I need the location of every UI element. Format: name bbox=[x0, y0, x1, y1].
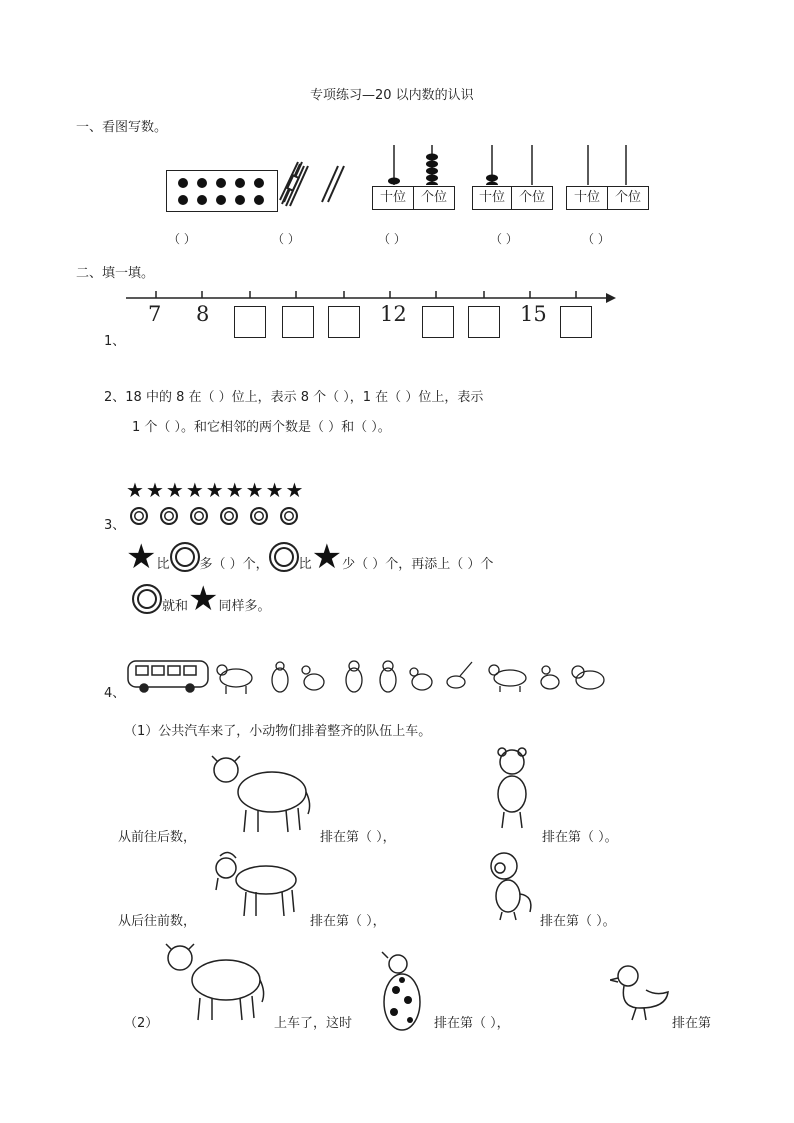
star-icon: ★ bbox=[225, 478, 246, 502]
answer-blank-3[interactable]: （ ） bbox=[378, 232, 406, 246]
number-box-5[interactable] bbox=[468, 306, 500, 338]
rank-1: 排在第（ ）， bbox=[320, 830, 396, 845]
star-row bbox=[126, 478, 305, 502]
number-12: 12 bbox=[380, 302, 407, 326]
star-icon: ★ bbox=[145, 478, 166, 502]
star-icon: ★ bbox=[185, 478, 206, 502]
number-8: 8 bbox=[196, 302, 210, 326]
rank-2: 排在第（ ）。 bbox=[542, 830, 618, 845]
q4-sub1: （1）公共汽车来了，小动物们排着整齐的队伍上车。 bbox=[124, 724, 432, 739]
abacus-1-ones-label: 个位 bbox=[413, 186, 455, 210]
big-ring-icon bbox=[170, 542, 200, 572]
bus-and-animals-row bbox=[126, 656, 616, 696]
big-star-icon: ★ bbox=[126, 537, 157, 577]
q4-sub2-rank: 排在第（ ）， bbox=[434, 1016, 510, 1031]
number-box-1[interactable] bbox=[234, 306, 266, 338]
star-icon: ★ bbox=[265, 478, 286, 502]
text-bi: 比 bbox=[156, 557, 170, 572]
bear-icon bbox=[486, 746, 536, 832]
answer-blank-4[interactable]: （ ） bbox=[490, 232, 518, 246]
text-shao: 少（ ）个，再添上（ ）个 bbox=[342, 557, 494, 572]
cow-icon bbox=[160, 936, 268, 1026]
big-ring-icon bbox=[269, 542, 299, 572]
abacus-2-ones-label: 个位 bbox=[511, 186, 553, 210]
section2-heading: 二、填一填。 bbox=[76, 266, 155, 281]
stick-bundle-icon bbox=[276, 160, 356, 210]
abacus-1-tens-label: 十位 bbox=[372, 186, 414, 210]
number-7: 7 bbox=[148, 302, 162, 326]
ring-icon bbox=[220, 507, 238, 525]
abacus-3-ones-label: 个位 bbox=[607, 186, 649, 210]
spotted-dog-icon bbox=[374, 950, 434, 1036]
q3-line2 bbox=[132, 579, 271, 619]
q2-line2: 1 个（ ）。和它相邻的两个数是（ ）和（ ）。 bbox=[132, 420, 391, 435]
duck-icon bbox=[610, 962, 672, 1024]
monkey-icon bbox=[478, 850, 538, 922]
text-same: 同样多。 bbox=[218, 599, 271, 614]
big-ring-icon bbox=[132, 584, 162, 614]
rank-4: 排在第（ ）。 bbox=[540, 914, 616, 929]
text-duo: 多（ ）个， bbox=[199, 557, 269, 572]
q3-line1 bbox=[126, 537, 494, 577]
answer-blank-1[interactable]: （ ） bbox=[168, 232, 196, 246]
star-icon: ★ bbox=[205, 478, 226, 502]
big-star-icon: ★ bbox=[188, 579, 219, 619]
q4-label: 4、 bbox=[104, 686, 126, 701]
goat-icon bbox=[206, 850, 306, 920]
ring-icon bbox=[190, 507, 208, 525]
number-15: 15 bbox=[520, 302, 547, 326]
ring-icon bbox=[130, 507, 148, 525]
ring-row bbox=[130, 507, 298, 529]
ring-icon bbox=[250, 507, 268, 525]
abacus-3-tens-label: 十位 bbox=[566, 186, 608, 210]
star-icon: ★ bbox=[245, 478, 266, 502]
star-icon: ★ bbox=[165, 478, 186, 502]
ten-dots-icon bbox=[167, 171, 277, 211]
cow-icon bbox=[206, 748, 314, 838]
ring-icon bbox=[160, 507, 178, 525]
number-box-6[interactable] bbox=[560, 306, 592, 338]
q4-sub2-end: 排在第 bbox=[672, 1016, 712, 1031]
star-icon: ★ bbox=[126, 478, 146, 502]
answer-blank-2[interactable]: （ ） bbox=[272, 232, 300, 246]
abacus-3-rods bbox=[566, 145, 648, 185]
number-box-4[interactable] bbox=[422, 306, 454, 338]
abacus-1-rods bbox=[372, 145, 454, 185]
number-box-3[interactable] bbox=[328, 306, 360, 338]
page-title: 专项练习—20 以内数的认识 bbox=[310, 88, 474, 103]
q2-line1: 2、18 中的 8 在（ ）位上，表示 8 个（ ），1 在（ ）位上，表示 bbox=[104, 390, 484, 405]
ring-icon bbox=[280, 507, 298, 525]
text-jiuhe: 就和 bbox=[162, 599, 189, 614]
bus-icon bbox=[128, 661, 208, 692]
star-icon: ★ bbox=[285, 478, 306, 502]
q4-sub2-label: （2） bbox=[124, 1016, 159, 1031]
from-back-label: 从后往前数， bbox=[118, 914, 197, 929]
section1-heading: 一、看图写数。 bbox=[76, 120, 168, 135]
number-box-2[interactable] bbox=[282, 306, 314, 338]
rank-3: 排在第（ ）， bbox=[310, 914, 386, 929]
from-front-label: 从前往后数， bbox=[118, 830, 197, 845]
abacus-2-tens-label: 十位 bbox=[472, 186, 512, 210]
text-bi2: 比 bbox=[298, 557, 312, 572]
answer-blank-5[interactable]: （ ） bbox=[582, 232, 610, 246]
dot-frame-picture bbox=[166, 170, 278, 212]
q1-label: 1、 bbox=[104, 334, 126, 349]
q4-sub2-text: 上车了，这时 bbox=[274, 1016, 353, 1031]
big-star-icon: ★ bbox=[311, 537, 343, 577]
abacus-2-rods bbox=[472, 145, 554, 185]
q3-label: 3、 bbox=[104, 518, 126, 533]
